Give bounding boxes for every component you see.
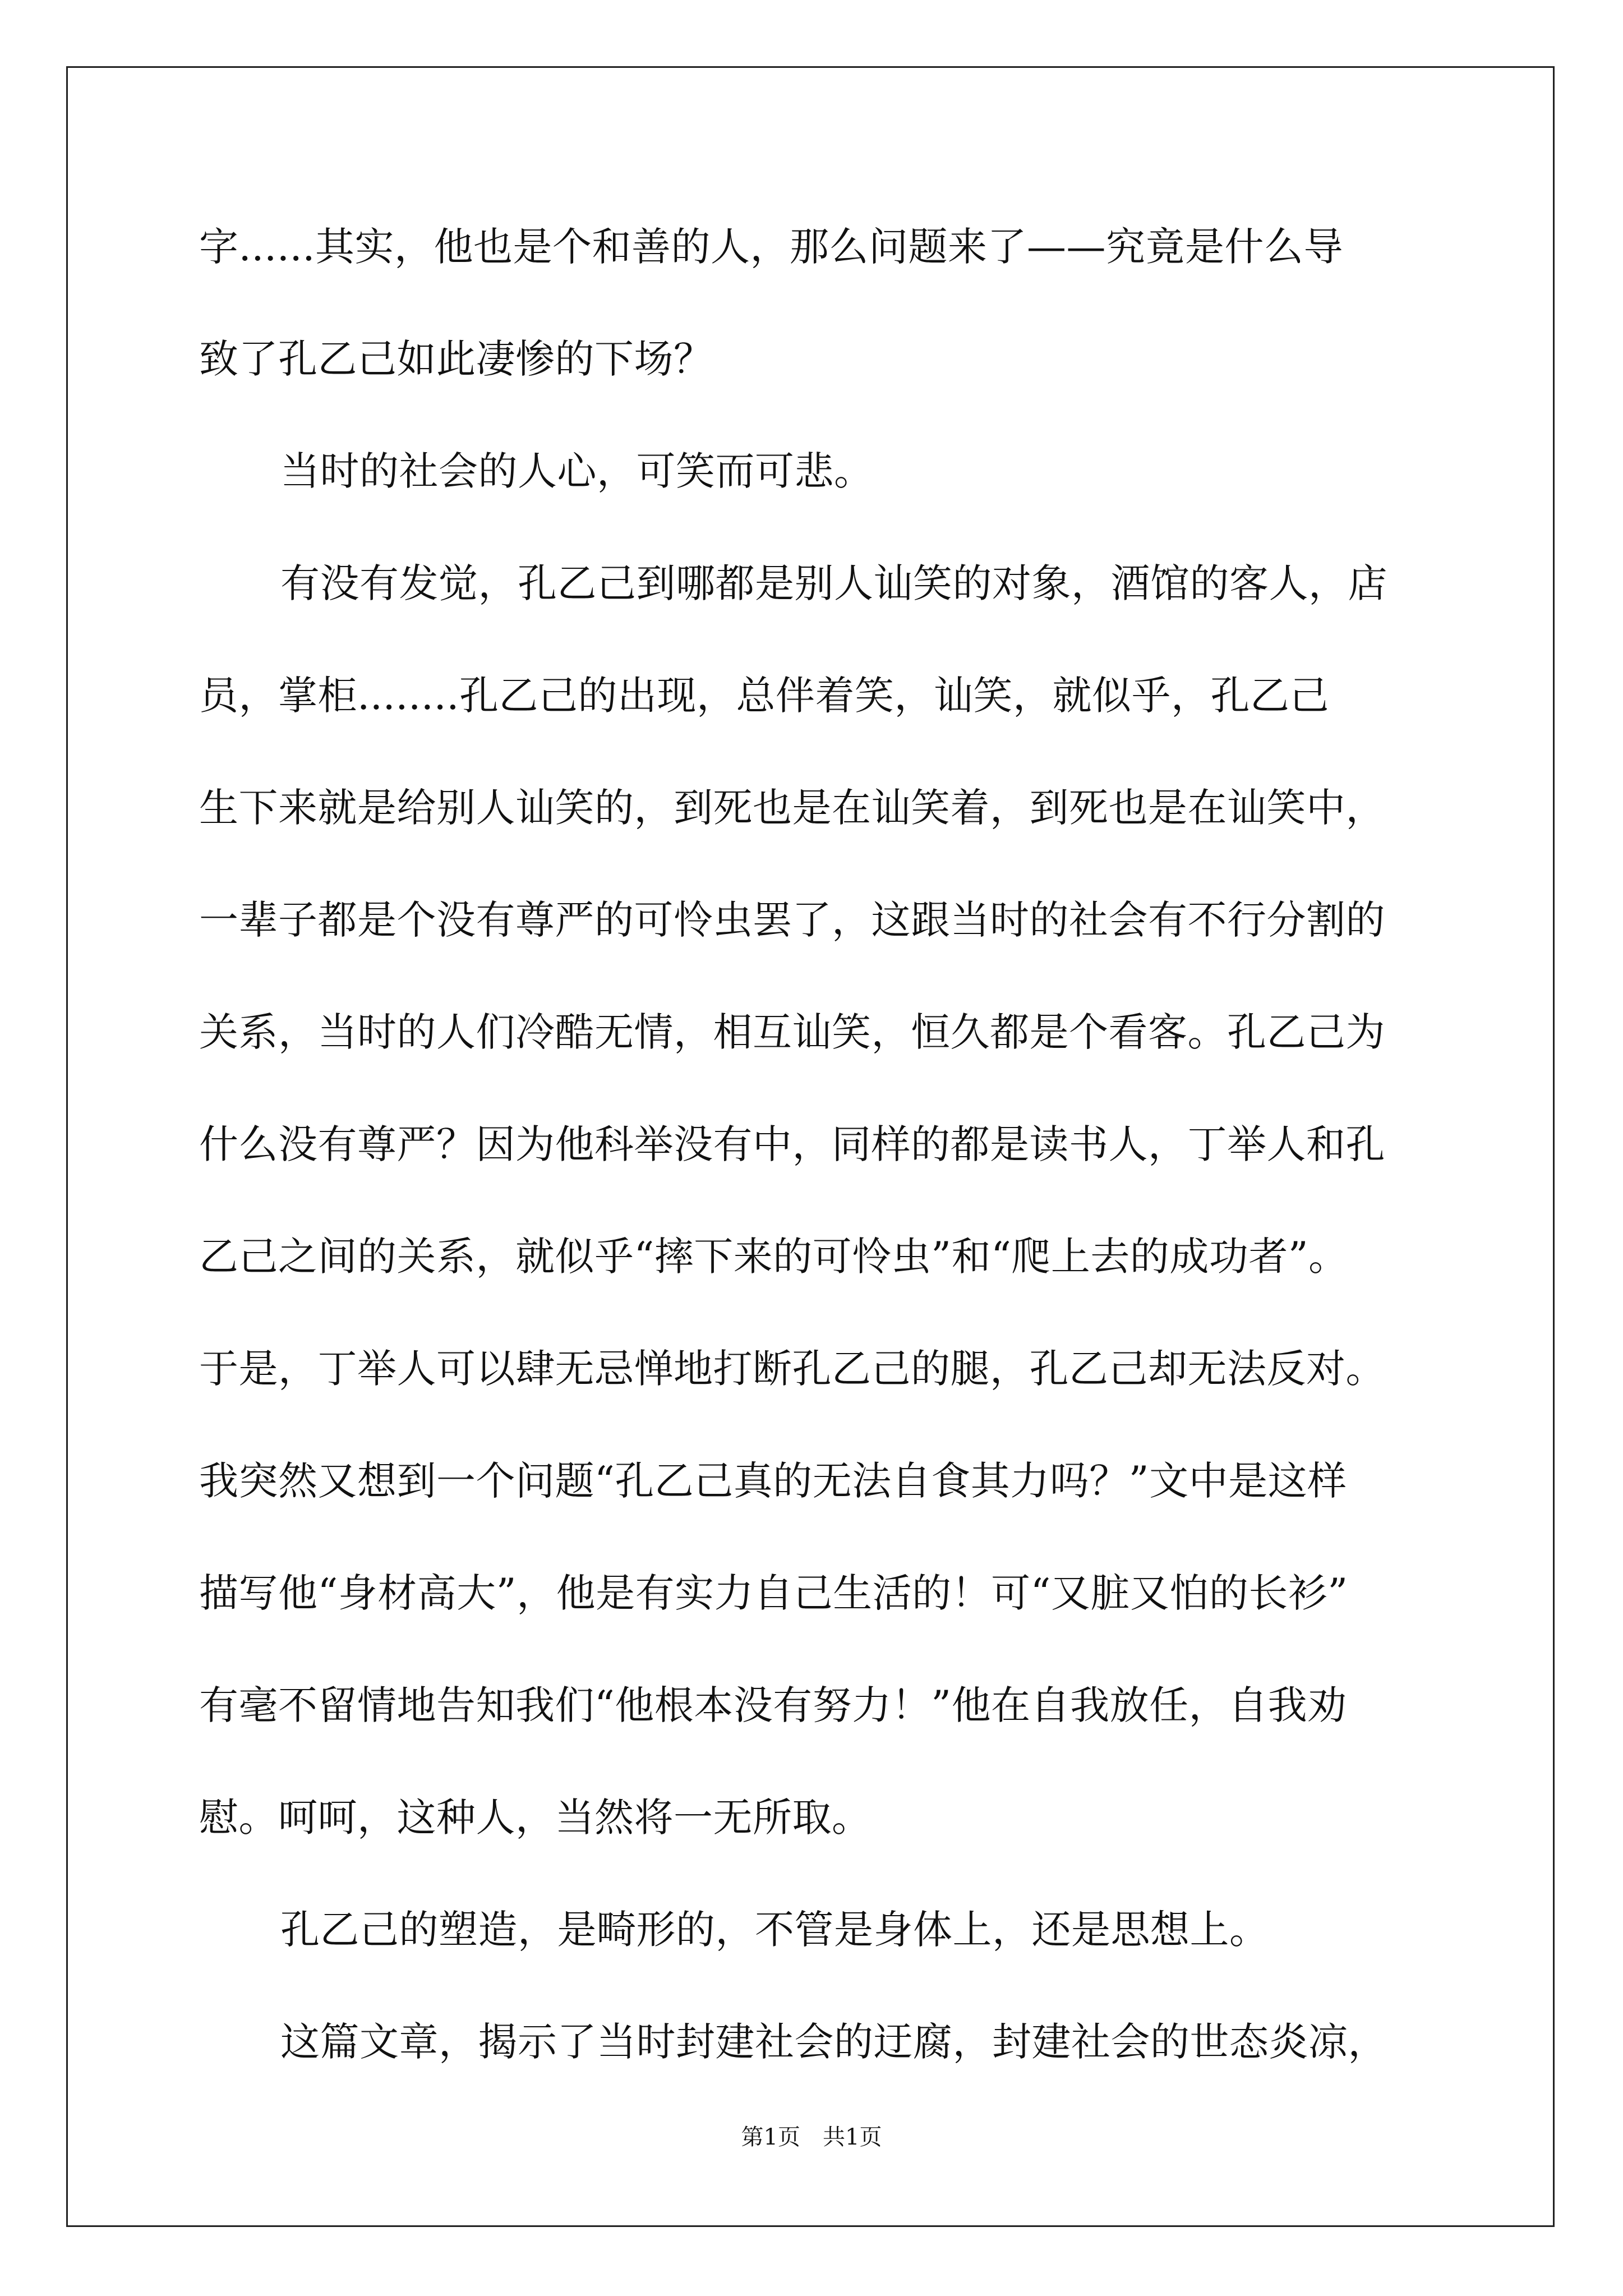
text-line: 于是，丁举人可以肆无忌惮地打断孔乙己的腿，孔乙己却无法反对。 <box>199 1346 1385 1392</box>
text-line: 有毫不留情地告知我们“他根本没有努力！”他在自我放任，自我劝 <box>199 1682 1347 1728</box>
page-number-footer: 第1页 共1页 <box>741 2124 882 2150</box>
text-line: 什么没有尊严？因为他科举没有中，同样的都是读书人，丁举人和孔 <box>199 1121 1385 1167</box>
text-line: 描写他“身材高大”，他是有实力自己生活的！可“又脏又怕的长衫” <box>199 1570 1348 1616</box>
text-line: 生下来就是给别人讪笑的，到死也是在讪笑着，到死也是在讪笑中， <box>199 785 1385 831</box>
text-line: 我突然又想到一个问题“孔乙己真的无法自食其力吗？”文中是这样 <box>199 1458 1347 1504</box>
text-line: 一辈子都是个没有尊严的可怜虫罢了，这跟当时的社会有不行分割的 <box>199 897 1385 943</box>
text-line: 慰。呵呵，这种人，当然将一无所取。 <box>199 1795 872 1841</box>
text-line: 员，掌柜........孔乙己的出现，总伴着笑，讪笑，就似乎，孔乙己 <box>199 673 1330 719</box>
text-line: 致了孔乙己如此凄惨的下场？ <box>199 336 713 382</box>
paragraph-start-line: 当时的社会的人心，可笑而可悲。 <box>280 448 874 494</box>
text-line: 关系，当时的人们冷酷无情，相互讪笑，恒久都是个看客。孔乙己为 <box>199 1009 1385 1055</box>
paragraph-start-line: 这篇文章，揭示了当时封建社会的迂腐，封建社会的世态炎凉， <box>280 2019 1387 2065</box>
paragraph-start-line: 有没有发觉，孔乙己到哪都是别人讪笑的对象，酒馆的客人，店 <box>280 560 1387 606</box>
text-line: 乙己之间的关系，就似乎“摔下来的可怜虫”和“爬上去的成功者”。 <box>199 1234 1348 1280</box>
text-line: 字......其实，他也是个和善的人，那么问题来了——究竟是什么导 <box>199 224 1344 270</box>
paragraph-start-line: 孔乙己的塑造，是畸形的，不管是身体上，还是思想上。 <box>280 1907 1269 1953</box>
